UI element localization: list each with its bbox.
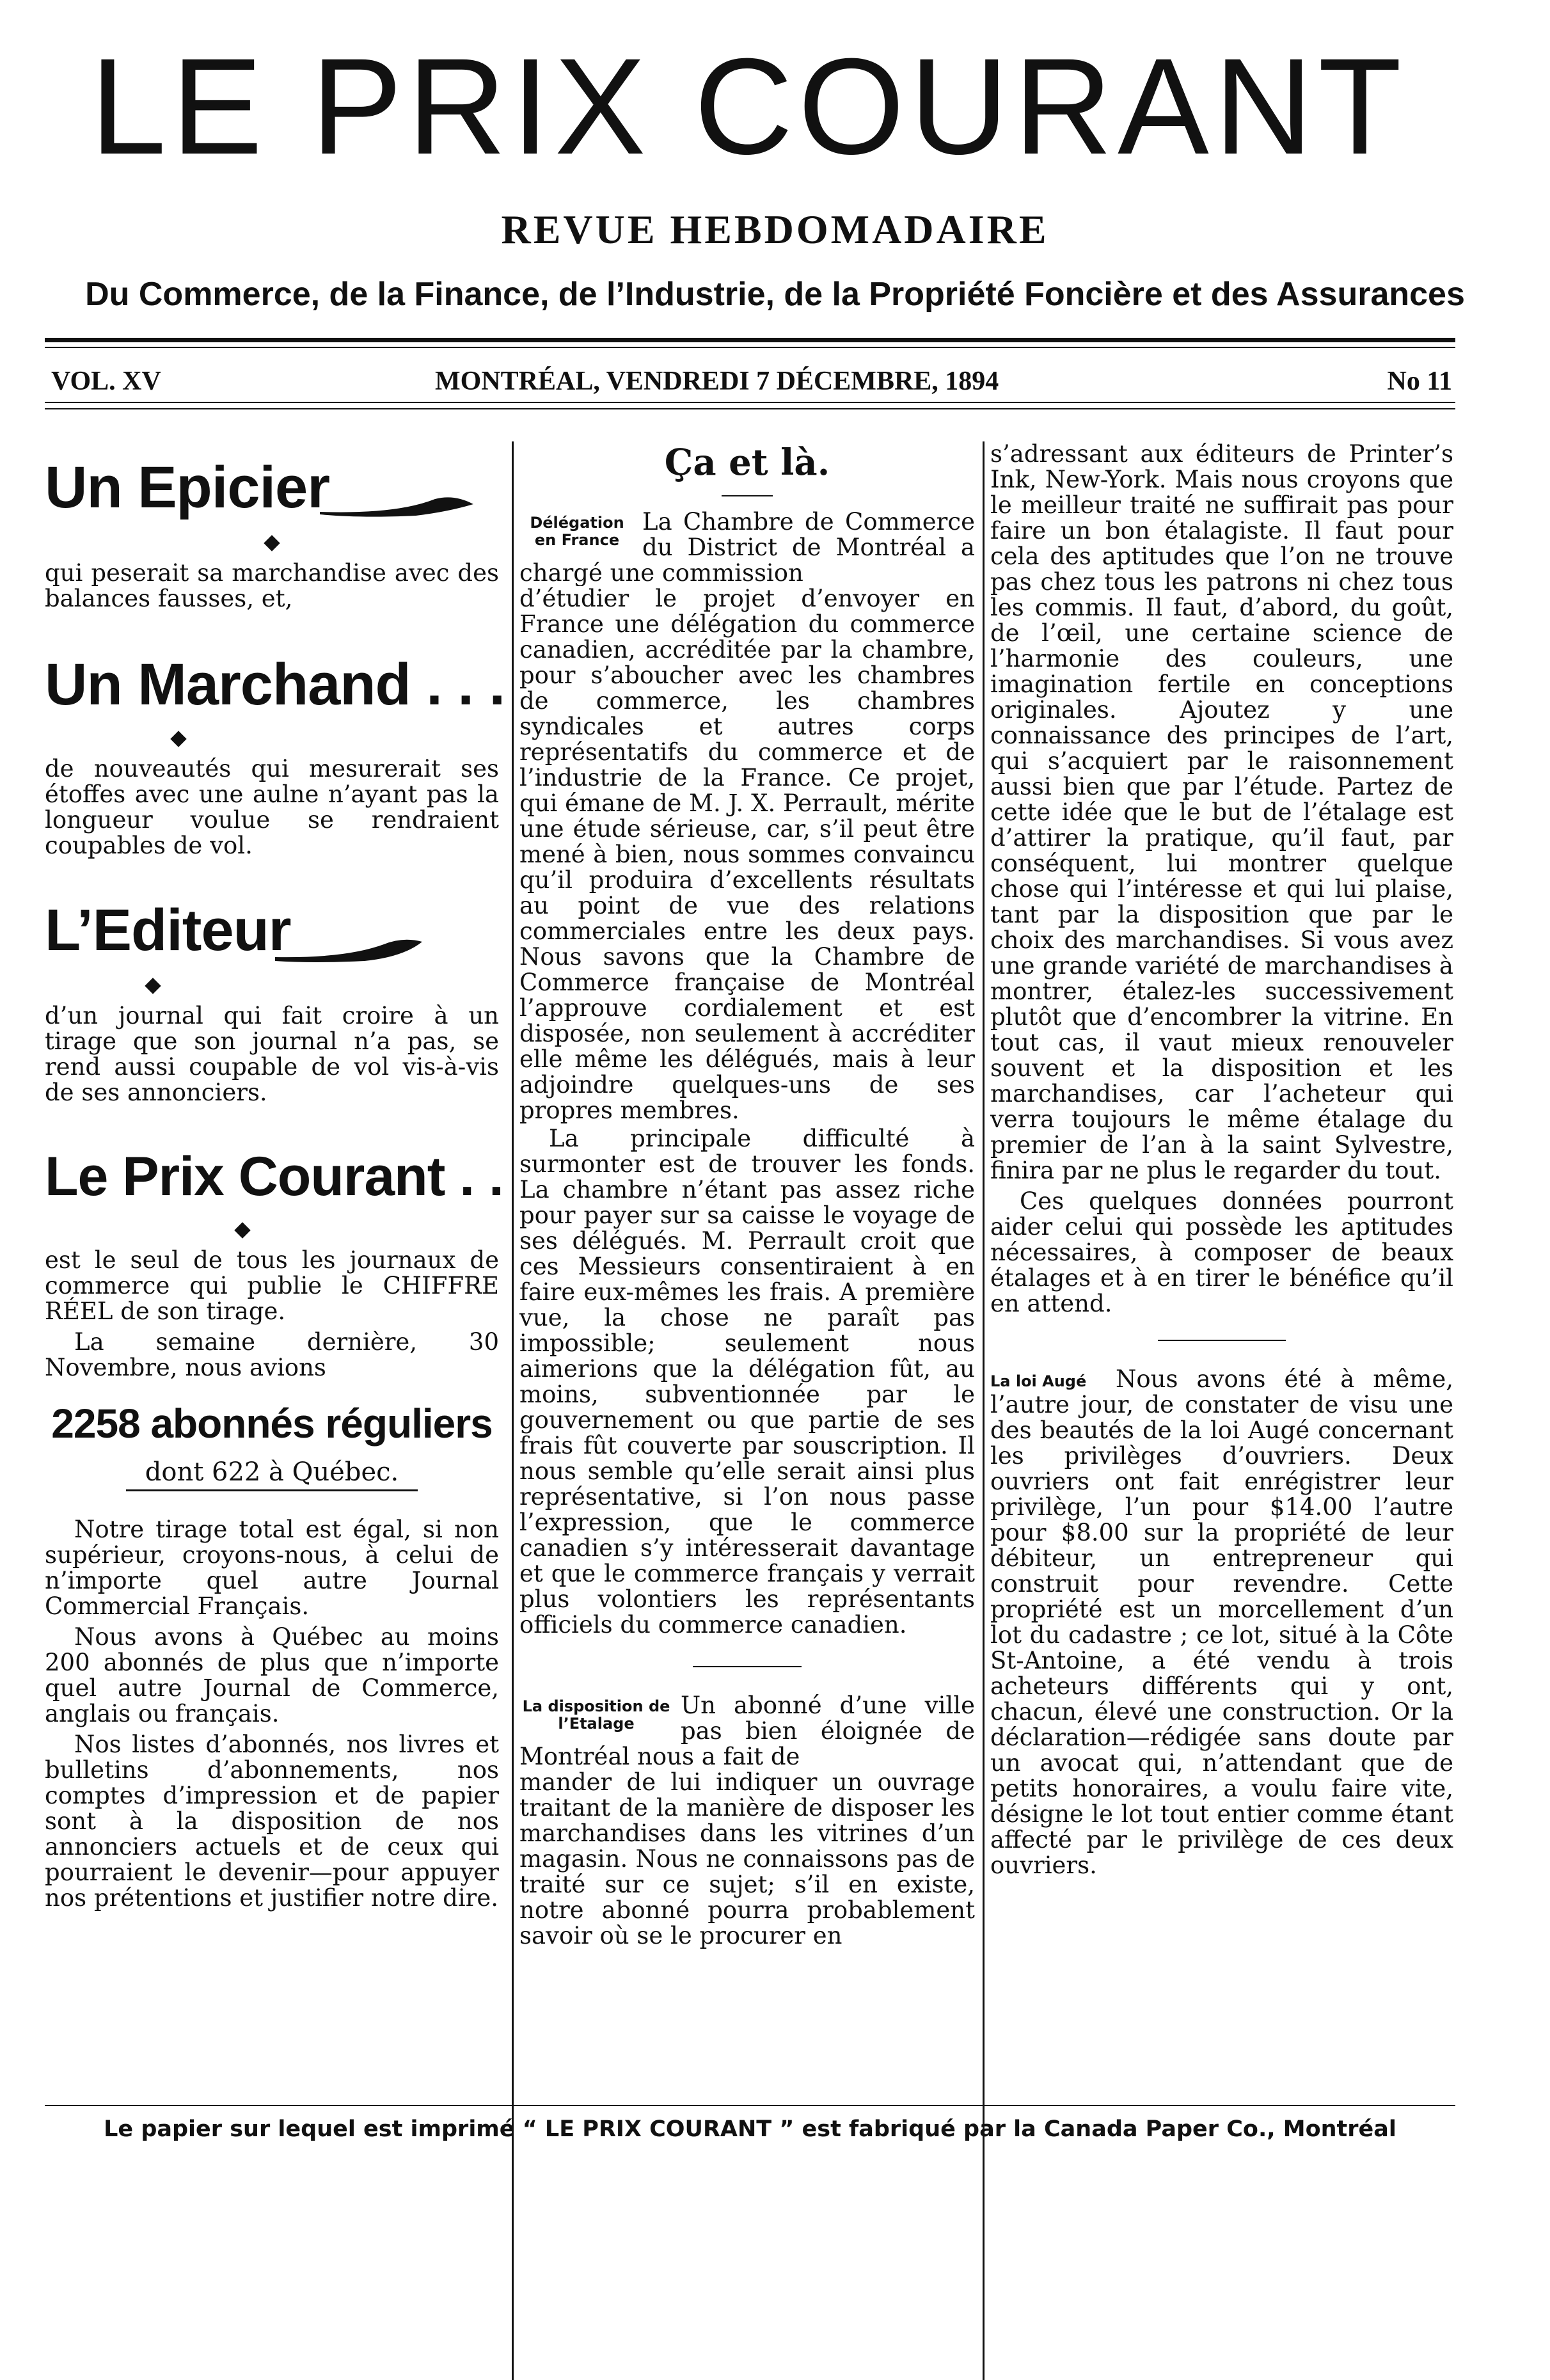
sidehead-delegation: Délégation en France <box>530 514 624 549</box>
column-ca-et-la <box>519 441 975 1949</box>
article-loi-auge: Nous avons été à même, l’autre jour, de constater de visu une des beautés de la loi Augé concernant les privilèges d’ouvriers. Deux ouvriers ont fait enrégistrer leur privilège, l’un pour $14.00 l’autre pour $8.00 sur la propriété de leur débiteur, un entrepreneur qui construit pour revendre. Cette propriété est un morcellement d’un lot du cadastre ; ce lot, situé à la Côte St-Antoine, a été vendu à trois acheteurs différents qui y ont, chacun, élevé une construction. Or la déclaration—rédigée sans doute par un avocat qui, n’attendant que de petits honoraires, a voulu faire vite, désigne le lot tout entier comme étant affecté par le privilège de ces deux ouvriers. <box>990 1367 1453 1878</box>
ad-text-semaine: La semaine dernière, 30 Novembre, nous avions <box>45 1328 499 1381</box>
ad-text-editeur: d’un journal qui fait croire à un tirage que son journal n’a pas, se rend aussi coupable de vol vis-à-vis de ses annonciers. <box>45 1002 499 1106</box>
short-divider <box>722 495 773 496</box>
masthead-subtitle: REVUE HEBDOMADAIRE <box>501 207 1049 252</box>
footer-note: Le papier sur lequel est imprimé “ LE PRIX COURANT ” est fabriqué par la Canada Paper Co., Montréal <box>104 2116 1396 2142</box>
pointing-hand-icon <box>320 493 480 525</box>
dateline-rule-1 <box>45 402 1455 403</box>
column-rule-2 <box>983 441 985 2380</box>
header-rule-top <box>45 338 1455 342</box>
ad-heading-prix-courant: Le Prix Courant . . <box>45 1146 503 1207</box>
place-date: MONTRÉAL, VENDREDI 7 DÉCEMBRE, 1894 <box>435 367 999 396</box>
section-heading: Ça et là. <box>664 441 830 484</box>
article-delegation-body: d’étudier le projet d’envoyer en France une délégation du commerce canadien, accréditée par la chambre, pour s’aboucher avec les chambres de commerce, les chambres syndicales et autres corps représentatifs du commerce et de l’industrie de la France. Ce projet, qui émane de M. J. X. Perrault, mérite une étude sérieuse, car, s’il peut être mené à bien, nous sommes convaincu qu’il produira d’excellents résultats au point de vue des relations commerciales entre les deux pays. Nous savons que la Chambre de Commerce française de Montréal l’approuve cordialement et est disposée, non seulement à accréditer elle même les délégués, mais à leur adjoindre quelques-uns de ses propres membres. <box>519 585 975 1124</box>
short-divider <box>693 1666 802 1667</box>
masthead-title: LE PRIX COURANT <box>90 30 1407 183</box>
ad-text-quebec: Nous avons à Québec au moins 200 abonnés de plus que n’importe quel autre Journal de Commerce, anglais ou français. <box>45 1623 499 1727</box>
ad-text-epicier: qui peserait sa marchandise avec des balances fausses, et, <box>45 559 499 612</box>
article-etalage-intro: Un abonné d’une ville pas bien éloignée de Montréal nous a fait de <box>519 1693 975 1770</box>
article-etalage-conclusion: Ces quelques données pourront aider celui qui possède les aptitudes nécessaires, à composer de beaux étalages et à en tirer le bénéfice qu’il en attend. <box>990 1187 1453 1317</box>
diamond-ornament <box>145 978 161 994</box>
column-advertisement <box>45 441 505 1912</box>
header-rule-top-thin <box>45 347 1455 348</box>
column-rule-1 <box>512 441 514 2380</box>
article-delegation-funding: La principale difficulté à surmonter est de trouver les fonds. La chambre n’étant pas assez riche pour payer sur sa caisse le voyage de ses délégués. M. Perrault croit que ces Messieurs consentiraient à en faire eux-mêmes les frais. A première vue, la chose ne paraît pas impossible; seulement nous aimerions que la délégation fût, au moins, subventionnée par le gouvernement ou que partie de ses frais fût couverte par souscription. Il nous semble qu’elle serait ainsi plus représentative, si l’on nous passe l’expression, que le commerce canadien s’y intéresserait davantage et que le commerce français y verrait plus volontiers les représentants officiels du commerce canadien. <box>519 1125 975 1638</box>
issue-number: No 11 <box>1387 367 1452 396</box>
ad-heading-editeur: L’Editeur <box>45 898 291 963</box>
ad-text-marchand: de nouveautés qui mesurerait ses étoffes avec une aulne n’ayant pas la longueur voulue se rendraient coupables de vol. <box>45 755 499 859</box>
article-etalage-continued: s’adressant aux éditeurs de Printer’s Ink, New-York. Mais nous croyons que le meilleur traité ne suffirait pas pour faire un bon étalagiste. Il faut pour cela des aptitudes que l’on ne trouve pas chez tous les patrons ni chez tous les commis. Il faut, d’abord, du goût, de l’œil, une certaine science de l’harmonie des couleurs, une imagination fertile en conceptions originales. Ajoutez y une connaissance des principes de l’art, qui s’acquiert par le raisonnement aussi bien que par l’étude. Partez de cette idée que le but de l’étalage est d’attirer la pratique, qu’il faut, par conséquent, lui montrer quelque chose qui l’intéresse et qui lui plaise, tant par la disposition que par le choix des marchandises. Si vous avez une grande variété de marchandises à montrer, étalez-les successivement plutôt que d’encombrer la vitrine. En tout cas, il vaut mieux renouveler souvent et la disposition et les marchandises, car l’acheteur qui verra toujours le même étalage du premier de l’an à la saint Sylvestre, finira par ne plus le regarder du tout. <box>990 440 1453 1184</box>
sidehead-loi-auge: La loi Augé <box>990 1372 1087 1390</box>
diamond-ornament <box>170 731 186 747</box>
ad-text-tirage: Notre tirage total est égal, si non supérieur, croyons-nous, à celui de n’importe quel autre Journal Commercial Français. <box>45 1516 499 1620</box>
article-delegation-intro: La Chambre de Commerce du District de Montréal a chargé une commission <box>519 509 975 586</box>
masthead-tagline: Du Commerce, de la Finance, de l’Industrie, de la Propriété Foncière et des Assurances <box>85 276 1465 313</box>
diamond-ornament <box>234 1222 250 1238</box>
pointing-hand-icon <box>275 935 429 967</box>
dateline <box>51 366 1452 404</box>
ad-heading-epicier: Un Epicier <box>45 455 330 520</box>
ad-text-listes: Nos listes d’abonnés, nos livres et bulletins d’abonnements, nos comptes d’impression et de papier sont à la disposition de nos annonciers actuels et de ceux qui pourraient le devenir—pour appuyer nos prétentions et justifier notre dire. <box>45 1731 499 1912</box>
volume-label: VOL. XV <box>51 367 161 396</box>
ad-text-chiffre-reel: est le seul de tous les journaux de commerce qui publie le CHIFFRE RÉEL de son tirage. <box>45 1246 499 1325</box>
article-etalage-body: mander de lui indiquer un ouvrage traitant de la manière de disposer les marchandises dans les vitrines d’un magasin. Nous ne connaissons pas de traité sur ce sujet; s’il en existe, notre abonné pourra probablement savoir où se le procurer en <box>519 1768 975 1949</box>
footer-rule <box>45 2105 1455 2106</box>
diamond-ornament <box>264 535 280 551</box>
column-continued <box>990 441 1453 1878</box>
dateline-rule-2 <box>45 408 1455 409</box>
subscriber-count: 2258 abonnés réguliers <box>51 1400 493 1447</box>
ad-heading-marchand: Un Marchand . . . <box>45 652 505 717</box>
sidehead-etalage: La disposition de l’Etalage <box>522 1697 670 1733</box>
quebec-count: dont 622 à Québec. <box>126 1457 418 1491</box>
short-divider <box>1158 1340 1286 1341</box>
